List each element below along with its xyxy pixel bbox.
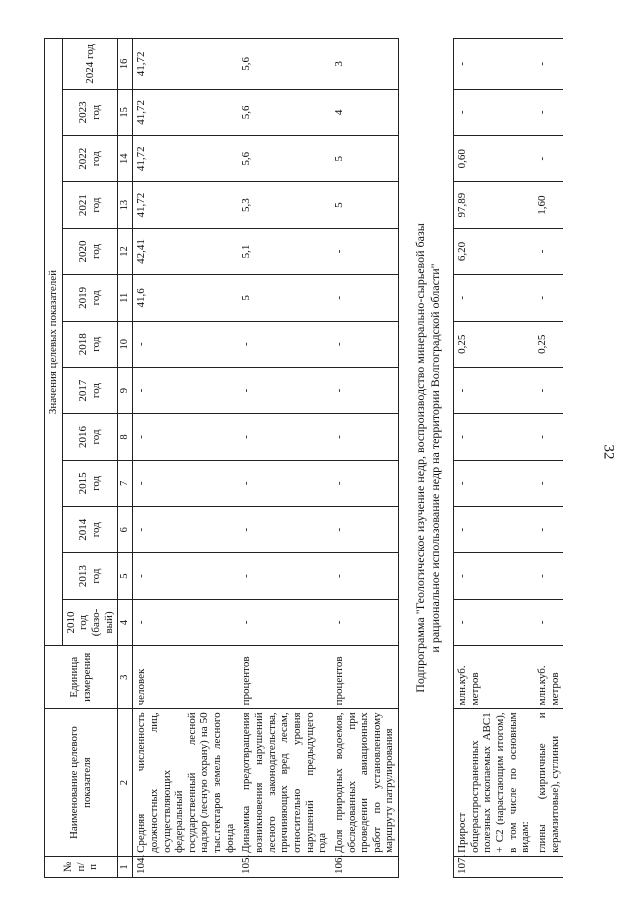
indicators-table (44, 38, 563, 878)
indicator-value: 5,6 (238, 39, 330, 90)
indicator-value: - (133, 414, 239, 460)
indicator-name: Прирост общераспространенных полезных ископаемых АВС1 + С2 (нарастающим итогом), в том числе по основным видам: (454, 709, 534, 857)
indicator-value: - (331, 460, 399, 506)
unit-of-measure: млн.куб. метров (454, 646, 534, 709)
indicator-value: - (534, 136, 563, 182)
indicator-value: - (534, 39, 563, 90)
header-year: 2010 год (базо-вый) (62, 599, 118, 645)
table-body (133, 39, 563, 878)
indicator-value: - (534, 275, 563, 321)
column-number: 13 (118, 182, 133, 228)
header-year: 2024 год (62, 39, 118, 90)
header-year: 2021 год (62, 182, 118, 228)
indicator-value: - (331, 367, 399, 413)
indicator-value: - (534, 599, 563, 645)
table-row (534, 39, 563, 878)
indicator-value: - (454, 89, 534, 135)
indicator-value: 42,41 (133, 228, 239, 274)
indicator-value: - (534, 89, 563, 135)
unit-of-measure: млн.куб. метров (534, 646, 563, 709)
header-values-group: Значения целевых показателей (45, 39, 63, 646)
indicator-value: 41,72 (133, 89, 239, 135)
table-row (454, 39, 534, 878)
header-year: 2020 год (62, 228, 118, 274)
indicator-name: глины (кирпичные и керамзитовые), суглинки (534, 709, 563, 857)
indicator-value: - (454, 460, 534, 506)
column-number: 4 (118, 599, 133, 645)
indicator-value: - (331, 275, 399, 321)
column-number: 9 (118, 367, 133, 413)
unit-of-measure: процентов (238, 646, 330, 709)
indicator-value: - (331, 553, 399, 599)
indicator-value: 3 (331, 39, 399, 90)
indicator-value: 5 (238, 275, 330, 321)
indicator-value: - (534, 414, 563, 460)
indicator-value: 4 (331, 89, 399, 135)
indicator-value: - (238, 321, 330, 367)
indicator-value: 5,3 (238, 182, 330, 228)
indicator-value: 41,72 (133, 136, 239, 182)
indicator-value: 5,6 (238, 89, 330, 135)
subprogram-heading (399, 39, 454, 878)
column-number: 6 (118, 507, 133, 553)
indicator-value: - (534, 507, 563, 553)
indicator-name: Динамика предотвращения возникновения нарушений лесного законодательства, причиняющих вред лесам, относительно уровня нарушений предыдущего года (238, 709, 330, 857)
indicator-value: - (454, 275, 534, 321)
rotated-table-region (44, 38, 604, 878)
column-number: 11 (118, 275, 133, 321)
subprogram-heading-row (399, 39, 454, 878)
column-number: 2 (118, 709, 133, 857)
indicator-value: - (238, 507, 330, 553)
indicator-name: Средняя численность должностных лиц, осуществляющих федеральный государственный лесной надзор (лесную охрану) на 50 тыс.гектаров земель лесного фонда (133, 709, 239, 857)
indicator-value: - (534, 460, 563, 506)
header-number: № п/п (45, 856, 118, 877)
indicator-value: 5,1 (238, 228, 330, 274)
column-number: 7 (118, 460, 133, 506)
indicator-value: - (534, 228, 563, 274)
header-year: 2014 год (62, 507, 118, 553)
indicator-value: - (454, 39, 534, 90)
indicator-value: - (133, 460, 239, 506)
indicator-value: - (331, 507, 399, 553)
indicator-value: - (133, 507, 239, 553)
indicator-value: 41,72 (133, 182, 239, 228)
indicator-value: 1,60 (534, 182, 563, 228)
indicator-value: - (331, 321, 399, 367)
header-year: 2015 год (62, 460, 118, 506)
header-year: 2018 год (62, 321, 118, 367)
column-number: 5 (118, 553, 133, 599)
indicator-value: - (454, 414, 534, 460)
indicator-value: - (238, 367, 330, 413)
indicator-value: 5,6 (238, 136, 330, 182)
row-number: 107. (454, 856, 534, 877)
header-year: 2016 год (62, 414, 118, 460)
row-number: 105. (238, 856, 330, 877)
header-year: 2017 год (62, 367, 118, 413)
unit-of-measure: человек (133, 646, 239, 709)
row-number: 104. (133, 856, 239, 877)
indicator-value: 5 (331, 136, 399, 182)
column-number: 15 (118, 89, 133, 135)
indicator-value: 41,72 (133, 39, 239, 90)
indicator-value: - (331, 228, 399, 274)
indicator-value: - (534, 553, 563, 599)
indicator-value: - (331, 599, 399, 645)
indicator-value: - (454, 367, 534, 413)
indicator-value: - (133, 321, 239, 367)
column-number: 16 (118, 39, 133, 90)
indicator-value: - (238, 553, 330, 599)
indicator-value: 41,6 (133, 275, 239, 321)
header-year: 2022 год (62, 136, 118, 182)
table-row (133, 39, 239, 878)
header-year: 2013 год (62, 553, 118, 599)
indicator-value: - (133, 599, 239, 645)
indicator-value: 5 (331, 182, 399, 228)
table-row (238, 39, 330, 878)
row-number: 106. (331, 856, 399, 877)
indicator-value: - (331, 414, 399, 460)
indicator-value: - (133, 553, 239, 599)
indicator-value: 97,89 (454, 182, 534, 228)
subprogram-title-line: и рациональное использование недр на территории Волгоградской области" (428, 263, 443, 653)
indicator-value: - (238, 460, 330, 506)
header-year: 2023 год (62, 89, 118, 135)
indicator-value: 6,20 (454, 228, 534, 274)
column-number: 12 (118, 228, 133, 274)
header-unit: Единица измерения (45, 646, 118, 709)
header-year: 2019 год (62, 275, 118, 321)
header-indicator-name: Наименование целевого показателя (45, 709, 118, 857)
subprogram-title-line: Подпрограмма "Геологическое изучение недр, воспроизводство минерально-сырьевой базы (413, 223, 428, 693)
column-number: 8 (118, 414, 133, 460)
header-column-numbers (118, 39, 133, 878)
indicator-value: - (133, 367, 239, 413)
column-number: 10 (118, 321, 133, 367)
indicator-value: 0,25 (454, 321, 534, 367)
indicator-value: - (454, 507, 534, 553)
indicator-value: - (454, 553, 534, 599)
indicator-value: 0,25 (534, 321, 563, 367)
page-number: 32 (600, 444, 617, 460)
indicator-value: - (534, 367, 563, 413)
column-number: 1 (118, 856, 133, 877)
row-number (534, 856, 563, 877)
table-row (331, 39, 399, 878)
indicator-value: 0,60 (454, 136, 534, 182)
indicator-value: - (238, 599, 330, 645)
indicator-name: Доля природных водоемов, обследованных при проведении авиационных работ по установленному маршруту патрулирования (331, 709, 399, 857)
indicator-value: - (454, 599, 534, 645)
column-number: 3 (118, 646, 133, 709)
unit-of-measure: процентов (331, 646, 399, 709)
column-number: 14 (118, 136, 133, 182)
indicator-value: - (238, 414, 330, 460)
